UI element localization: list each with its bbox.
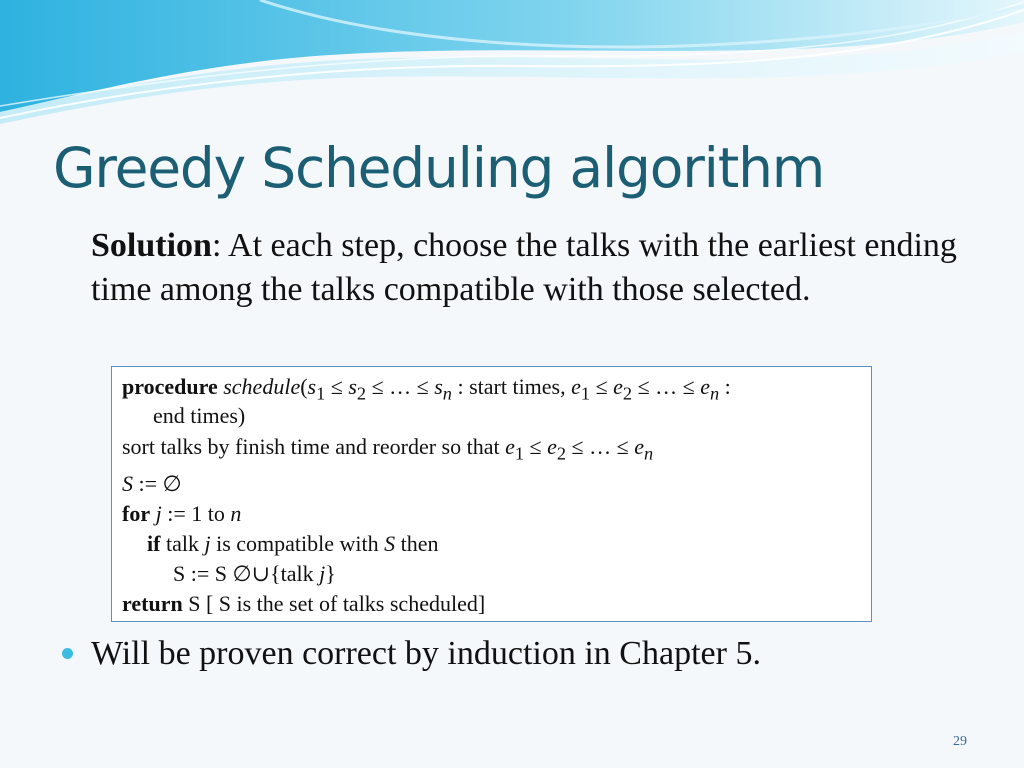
page-number: 29 xyxy=(953,734,967,749)
slide-title: Greedy Scheduling algorithm xyxy=(53,136,825,200)
keyword-for: for xyxy=(122,500,151,526)
solution-text: : At each step, choose the talks with the earliest ending time among the talks compatible with those selected. xyxy=(91,227,957,308)
bullet-text: Will be proven correct by induction in Chapter 5. xyxy=(91,635,761,672)
algo-line-2: sort talks by finish time and reorder so that $e_1 \le e_2$ ≤ … ≤ $e_n$ xyxy=(122,434,654,464)
procedure-name: schedule xyxy=(223,374,301,399)
header-wave-decoration xyxy=(0,0,1024,130)
keyword-return: return xyxy=(122,590,183,616)
algo-line-6: S := S ∅∪{talk j} xyxy=(173,560,336,586)
keyword-procedure: procedure xyxy=(122,374,218,399)
bullet-dot-icon xyxy=(62,648,73,659)
algo-line-3: S := ∅ xyxy=(122,470,182,496)
algo-line-7: return S [ S is the set of talks scheduled] xyxy=(122,590,486,616)
keyword-if: if xyxy=(147,530,161,556)
algo-line-1: procedure $schedule(s_1 \le s_2$ ≤ … ≤ $s_n$ : start times, $e_1 \le e_2$ ≤ … ≤ $e_n$ : xyxy=(122,374,731,404)
algorithm-box xyxy=(111,366,872,622)
bullet-item xyxy=(62,632,761,676)
algo-line-4: for j := 1 to n xyxy=(122,500,242,526)
solution-paragraph xyxy=(91,224,971,312)
solution-label: Solution xyxy=(91,227,212,264)
algo-line-1-continued: end times) xyxy=(153,403,246,429)
algo-line-5: if talk j is compatible with S then xyxy=(147,530,439,556)
